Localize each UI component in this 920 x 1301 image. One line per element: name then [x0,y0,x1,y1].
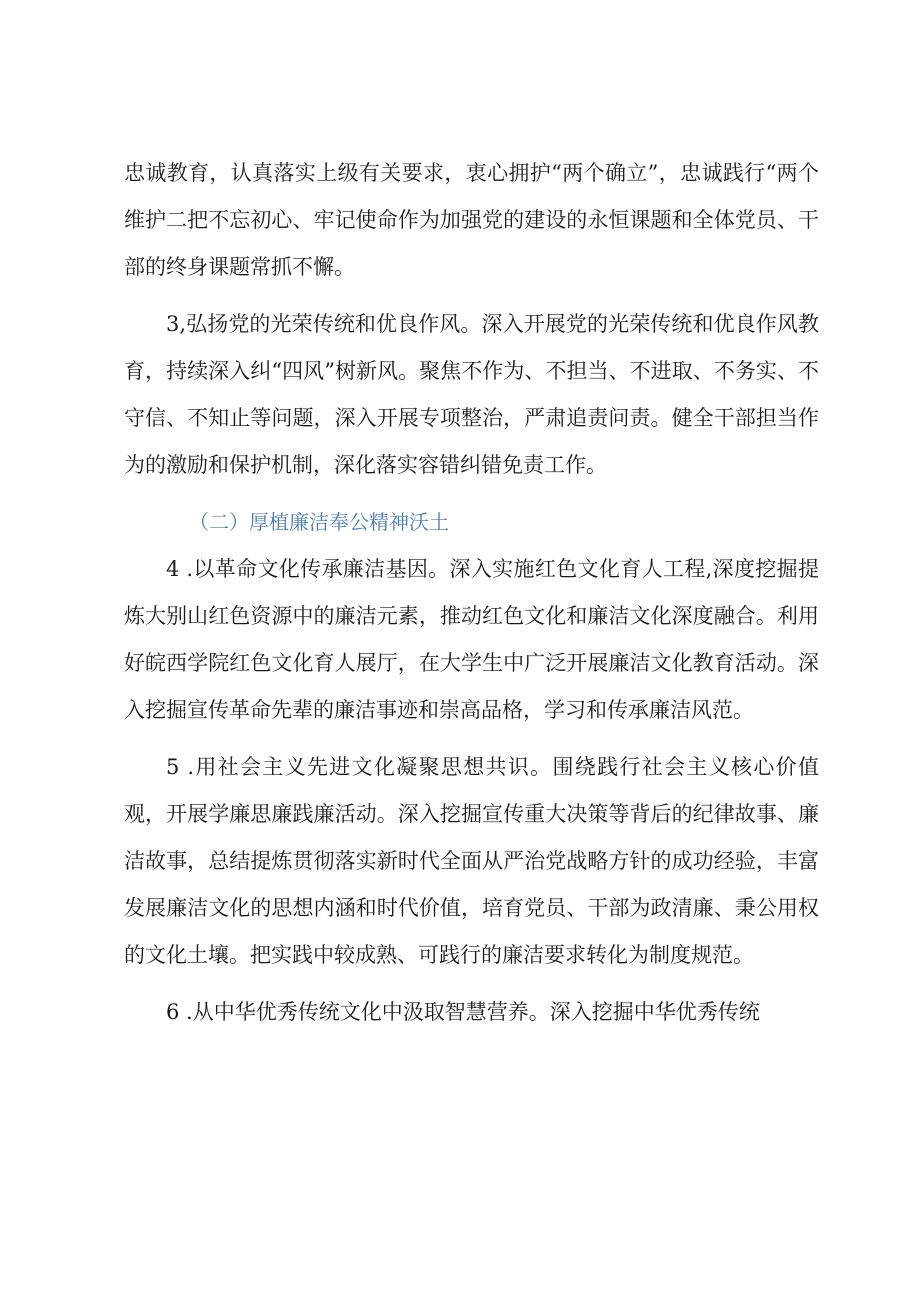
paragraph-item-5: 5 .用社会主义先进文化凝聚思想共识。围绕践行社会主义核心价值观，开展学廉思廉践廉活动。深入挖掘宣传重大决策等背后的纪律故事、廉洁故事，总结提炼贯彻落实新时代全面从严治党战略方针的成功经验，丰富发展廉洁文化的思想内涵和时代价值，培育党员、干部为政清廉、秉公用权的文化土壤。把实践中较成熟、可践行的廉洁要求转化为制度规范。 [124,755,819,967]
paragraph-continuation: 忠诚教育，认真落实上级有关要求，衷心拥护“两个确立”，忠诚践行“两个维护二把不忘初心、牢记使命作为加强党的建设的永恒课题和全体党员、干部的终身课题常抓不懈。 [124,161,819,279]
document-body [124,150,819,1036]
section-heading: （二）厚植廉洁奉公精神沃土 [189,510,449,534]
paragraph-item-6: 6 .从中华优秀传统文化中汲取智慧营养。深入挖掘中华优秀传统 [166,1000,760,1024]
paragraph-item-4: 4 .以革命文化传承廉洁基因。深入实施红色文化育人工程,深度挖掘提炼大别山红色资源中的廉洁元素，推动红色文化和廉洁文化深度融合。利用好皖西学院红色文化育人展厅，在大学生中广泛开展廉洁文化教育活动。深入挖掘宣传革命先辈的廉洁事迹和崇高品格，学习和传承廉洁风范。 [124,557,819,722]
paragraph-item-3: 3,弘扬党的光荣传统和优良作风。深入开展党的光荣传统和优良作风教育，持续深入纠“四风”树新风。聚焦不作为、不担当、不进取、不务实、不守信、不知止等问题，深入开展专项整治，严肃追责问责。健全干部担当作为的激励和保护机制，深化落实容错纠错免责工作。 [124,312,819,477]
